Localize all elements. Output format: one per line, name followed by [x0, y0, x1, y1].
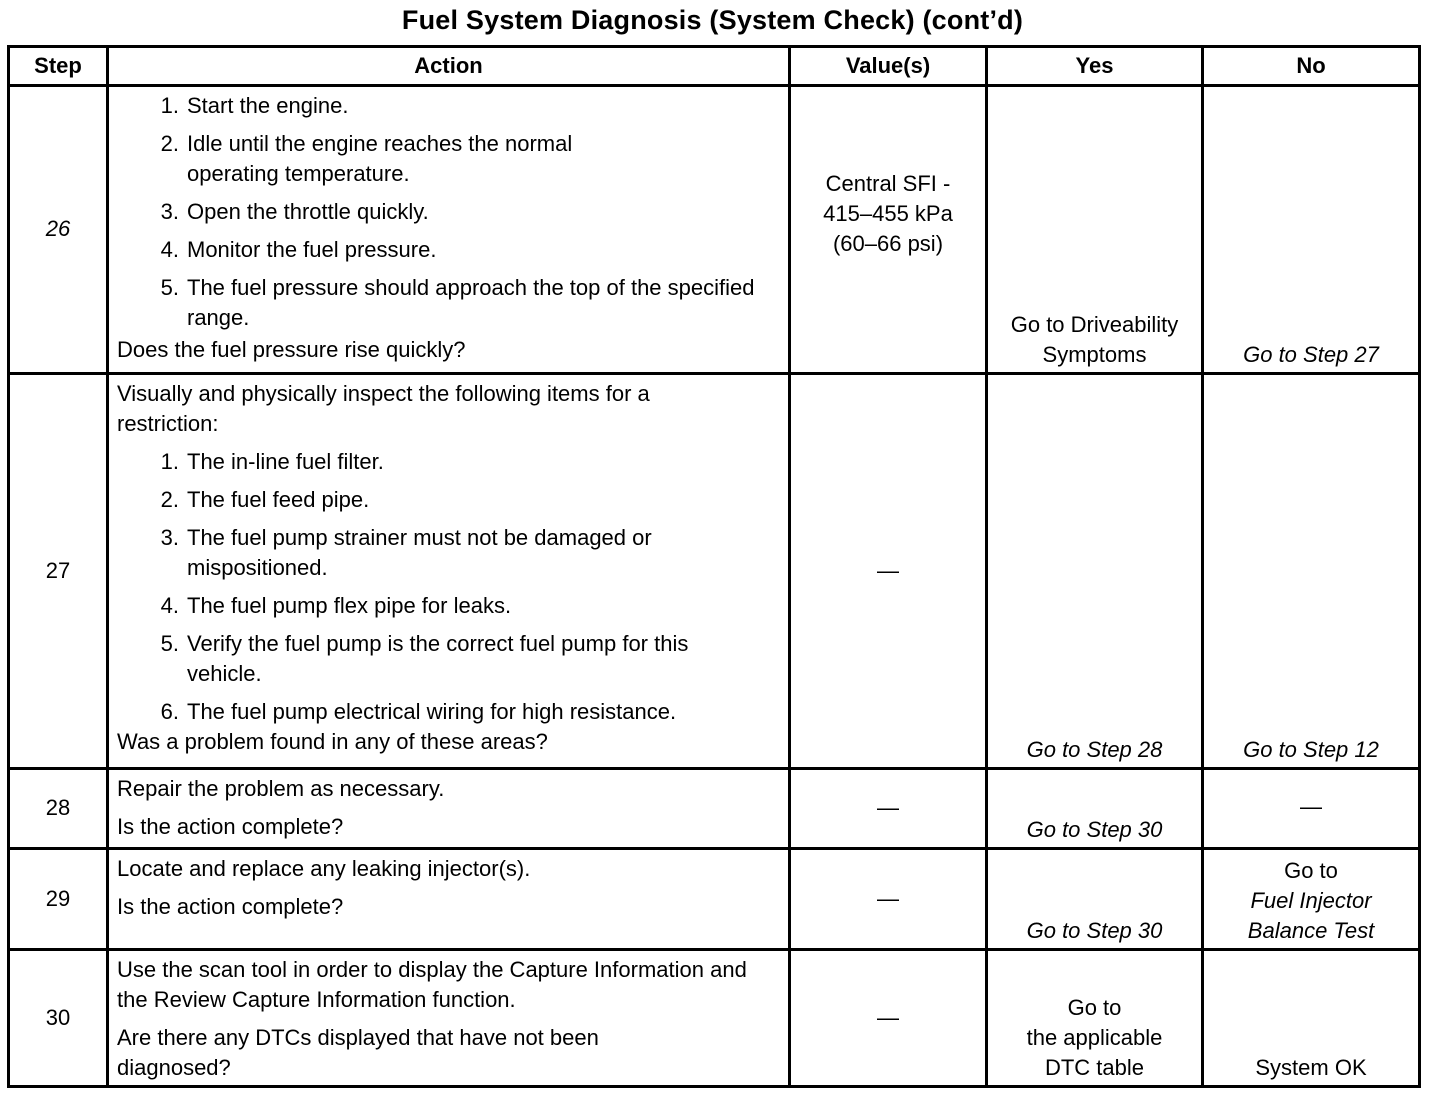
value-cell: —	[790, 848, 987, 949]
action-cell	[108, 86, 790, 374]
step-number: 29	[9, 848, 108, 949]
no-cell: Go to Step 12	[1203, 373, 1420, 769]
step-number: 27	[9, 373, 108, 769]
table-row	[9, 769, 1420, 848]
yes-cell: Go to Step 28	[987, 373, 1203, 769]
list-item: 6. The fuel pump electrical wiring for high resistance.	[160, 698, 677, 724]
yes-cell: Go to Step 30	[987, 848, 1203, 949]
header-no: No	[1203, 47, 1420, 86]
step-number: 30	[9, 949, 108, 1086]
header-step: Step	[9, 47, 108, 86]
diagnosis-table	[7, 45, 1421, 1088]
table-row	[9, 848, 1420, 949]
action-cell	[108, 769, 790, 848]
question-text: Does the fuel pressure rise quickly?	[117, 337, 466, 362]
list-item: 5. The fuel pressure should approach the top of the specified range.	[160, 275, 755, 330]
table-row	[9, 86, 1420, 374]
list-item: 3. Open the throttle quickly.	[160, 199, 429, 224]
intro-text: Repair the problem as necessary.	[117, 776, 445, 802]
value-cell: —	[790, 949, 987, 1086]
yes-cell: Go to Step 30	[987, 769, 1203, 848]
list-item: 1. Start the engine.	[160, 93, 349, 118]
intro-text: Locate and replace any leaking injector(s).	[117, 855, 531, 881]
yes-cell: Go to the applicable DTC table	[987, 949, 1203, 1086]
list-item: 2. Idle until the engine reaches the normal operating temperature.	[160, 131, 573, 186]
no-cell: —	[1203, 769, 1420, 848]
header-yes: Yes	[987, 47, 1203, 86]
action-cell	[108, 373, 790, 769]
no-cell: System OK	[1203, 949, 1420, 1086]
action-list	[117, 91, 780, 333]
list-item: 2. The fuel feed pipe.	[160, 486, 370, 512]
no-cell: Go to Step 27	[1203, 86, 1420, 374]
table-row	[9, 373, 1420, 769]
step-number: 26	[9, 86, 108, 374]
question-text: Was a problem found in any of these areas?	[117, 728, 548, 754]
yes-cell: Go to Driveability Symptoms	[987, 86, 1203, 374]
question-text: Is the action complete?	[117, 893, 344, 919]
page-title: Fuel System Diagnosis (System Check) (cont’d)	[401, 5, 1024, 35]
list-item: 4. The fuel pump flex pipe for leaks.	[160, 592, 512, 618]
step-number: 28	[9, 769, 108, 848]
list-item: 1. The in-line fuel filter.	[160, 448, 384, 474]
value-cell: —	[790, 373, 987, 769]
table-row	[9, 949, 1420, 1086]
header-value: Value(s)	[790, 47, 987, 86]
intro-text: Use the scan tool in order to display the Capture Information and the Review Capture Information function.	[117, 956, 747, 1012]
question-text: Is the action complete?	[117, 814, 344, 840]
list-item: 4. Monitor the fuel pressure.	[160, 237, 437, 262]
intro-text: Visually and physically inspect the following items for a restriction:	[117, 380, 650, 436]
list-item: 5. Verify the fuel pump is the correct fuel pump for this vehicle.	[160, 630, 689, 686]
action-cell	[108, 949, 790, 1086]
list-item: 3. The fuel pump strainer must not be damaged or mispositioned.	[160, 524, 652, 580]
no-cell: Go to Fuel Injector Balance Test	[1203, 848, 1420, 949]
table-header-row	[9, 47, 1420, 86]
header-action: Action	[108, 47, 790, 86]
action-cell	[108, 848, 790, 949]
action-list	[117, 447, 780, 727]
value-cell: Central SFI - 415–455 kPa (60–66 psi)	[790, 86, 987, 374]
question-text: Are there any DTCs displayed that have not been diagnosed?	[117, 1024, 599, 1080]
value-cell: —	[790, 769, 987, 848]
